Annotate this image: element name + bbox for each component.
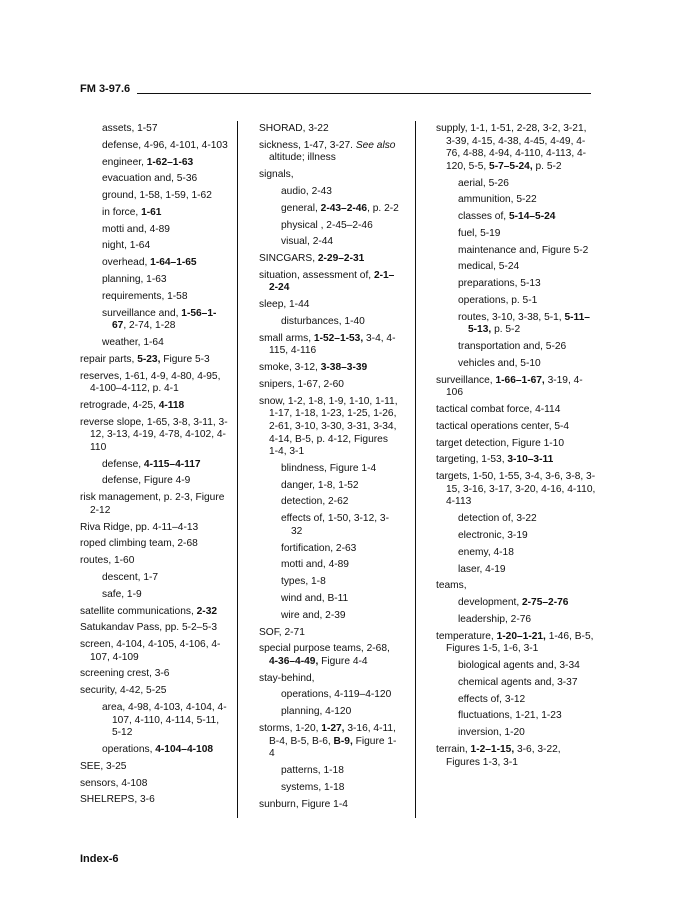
entry-text: development, — [458, 597, 522, 609]
entry-text: Figure 1-4 — [269, 735, 397, 760]
entry-text: B-9, — [333, 735, 353, 747]
entry-text: 3-38–3-39 — [320, 362, 368, 374]
index-subentry — [281, 689, 399, 702]
entry-text: 1-64–1-65 — [150, 257, 197, 269]
index-subentry — [102, 572, 230, 585]
entry-text: 5-23, — [137, 353, 161, 365]
entry-text: types, 1-8 — [281, 576, 326, 588]
entry-text: operations, p. 5-1 — [458, 295, 538, 307]
index-subentry — [281, 480, 399, 493]
entry-text: classes of, — [458, 211, 509, 223]
entry-text: audio, 2-43 — [281, 185, 332, 197]
entry-text: physical , 2-45–2-46 — [281, 219, 373, 231]
index-entry — [259, 723, 399, 761]
index-entry — [80, 794, 230, 807]
entry-text: in force, — [102, 206, 142, 218]
index-subentry — [102, 257, 230, 270]
entry-text: requirements, 1-58 — [102, 290, 188, 302]
entry-text: 1-61 — [141, 206, 162, 218]
entry-text: 2-1–2-24 — [269, 269, 395, 294]
index-subentry — [458, 295, 596, 308]
entry-text: snow, 1-2, 1-8, 1-9, 1-10, 1-11, 1-17, 1-18, 1-23, 1-25, 1-26, 2-61, 3-10, 3-30, 3-31, 3-34, 4-14, B-5, p. 4-12, Figures 1-4, 3-1 — [259, 395, 398, 458]
index-subentry — [102, 744, 230, 757]
entry-text: 4-118 — [158, 399, 185, 411]
index-subentry — [458, 513, 596, 526]
entry-text: ground, 1-58, 1-59, 1-62 — [102, 190, 212, 202]
entry-text: planning, 1-63 — [102, 274, 167, 286]
entry-text: wind and, B-11 — [281, 592, 349, 604]
running-header-title: FM 3-97.6 — [80, 83, 131, 95]
index-entry — [80, 522, 230, 535]
entry-text: preparations, 5-13 — [458, 278, 541, 290]
entry-text: defense, 4-96, 4-101, 4-103 — [102, 139, 228, 151]
index-subentry — [458, 597, 596, 610]
entry-text: systems, 1-18 — [281, 781, 345, 793]
entry-text: Figure 4-4 — [318, 655, 368, 667]
entry-text: operations, — [102, 743, 156, 755]
index-subentry — [458, 261, 596, 274]
entry-text: vehicles and, 5-10 — [458, 357, 541, 369]
entry-text: inversion, 1-20 — [458, 727, 525, 739]
index-subentry — [102, 173, 230, 186]
index-entry — [259, 362, 399, 375]
entry-text: 3-4, 4-115, 4-116 — [269, 332, 396, 357]
index-subentry — [102, 157, 230, 170]
entry-text: fluctuations, 1-21, 1-23 — [458, 710, 562, 722]
index-entry — [80, 622, 230, 635]
index-entry — [436, 744, 596, 769]
entry-text: 4-104–4-108 — [155, 743, 214, 755]
entry-text: reverse slope, 1-65, 3-8, 3-11, 3-12, 3-13, 4-19, 4-78, 4-102, 4-110 — [80, 416, 228, 453]
entry-text: assets, 1-57 — [102, 123, 158, 134]
entry-text: targets, 1-50, 1-55, 3-4, 3-6, 3-8, 3-15, 3-16, 3-17, 3-20, 4-16, 4-110, 4-113 — [436, 471, 596, 508]
entry-text: screening crest, 3-6 — [80, 668, 170, 680]
entry-text: defense, Figure 4-9 — [102, 475, 191, 487]
entry-text: leadership, 2-76 — [458, 613, 532, 625]
entry-text: blindness, Figure 1-4 — [281, 462, 377, 474]
index-subentry — [102, 475, 230, 488]
entry-text: p. 5-2 — [532, 160, 562, 172]
entry-text: 1-20–1-21, — [496, 630, 546, 642]
entry-text: stay-behind, — [259, 672, 315, 684]
index-subentry — [102, 589, 230, 602]
entry-text: surveillance and, — [102, 307, 182, 319]
index-subentry — [281, 593, 399, 606]
entry-text: transportation and, 5-26 — [458, 341, 567, 353]
column-divider-1 — [237, 121, 238, 818]
entry-text: Figure 5-3 — [160, 353, 210, 365]
entry-text: temperature, — [436, 630, 497, 642]
entry-text: 1-27, — [321, 723, 345, 734]
index-entry — [80, 492, 230, 517]
index-entry — [259, 299, 399, 312]
index-subentry — [281, 559, 399, 572]
entry-text: 2-43–2-46 — [320, 202, 368, 214]
index-entry — [80, 371, 230, 396]
entry-text: fortification, 2-63 — [281, 542, 357, 554]
entry-text: 1-66–1-67, — [495, 374, 545, 386]
entry-text: repair parts, — [80, 353, 138, 365]
index-subentry — [102, 337, 230, 350]
index-subentry — [281, 513, 399, 538]
index-subentry — [458, 710, 596, 723]
index-subentry — [458, 614, 596, 627]
index-subentry — [458, 358, 596, 371]
index-entry — [80, 538, 230, 551]
entry-text: p. 5-2 — [491, 324, 521, 336]
entry-text: electronic, 3-19 — [458, 530, 528, 541]
index-entry — [436, 454, 596, 467]
index-entry — [80, 417, 230, 455]
entry-text: 5-11–5-13, — [468, 311, 590, 336]
index-entry — [80, 555, 230, 568]
entry-text: 4-36–4-49, — [269, 655, 319, 667]
index-column-1 — [80, 123, 230, 811]
entry-text: , p. 2-2 — [367, 202, 399, 214]
entry-text: laser, 4-19 — [458, 563, 506, 575]
entry-text: supply, 1-1, 1-51, 2-28, 3-2, 3-21, 3-39, 4-15, 4-38, 4-45, 4-49, 4-76, 4-88, 4-94, 4-110, 4-113, 4-120, 5-5, — [436, 123, 587, 172]
index-entry — [436, 421, 596, 434]
entry-text: aerial, 5-26 — [458, 177, 509, 189]
index-entry — [436, 375, 596, 400]
page-number-label: Index-6 — [80, 853, 119, 865]
entry-text: descent, 1-7 — [102, 571, 159, 583]
entry-text: screen, 4-104, 4-105, 4-106, 4-107, 4-109 — [80, 639, 221, 663]
entry-text: chemical agents and, 3-37 — [458, 676, 578, 688]
entry-text: , 2-74, 1-28 — [123, 320, 176, 332]
index-entry — [259, 396, 399, 459]
entry-text: maintenance and, Figure 5-2 — [458, 244, 589, 256]
entry-text: 5-7–5-24, — [489, 160, 533, 172]
entry-text: tactical combat force, 4-114 — [436, 404, 561, 416]
entry-text: engineer, — [102, 156, 147, 168]
entry-text: 1-46, B-5, Figures 1-5, 1-6, 3-1 — [446, 630, 594, 655]
entry-text: effects of, 3-12 — [458, 693, 526, 705]
entry-text: special purpose teams, 2-68, — [259, 643, 390, 655]
index-subentry — [102, 240, 230, 253]
entry-text: medical, 5-24 — [458, 261, 520, 273]
entry-text: disturbances, 1-40 — [281, 316, 365, 327]
index-subentry — [281, 496, 399, 509]
index-entry — [436, 438, 596, 451]
index-entry — [436, 580, 596, 593]
entry-text: enemy, 4-18 — [458, 546, 514, 558]
entry-text: retrograde, 4-25, — [80, 399, 159, 411]
entry-text: Satukandav Pass, pp. 5-2–5-3 — [80, 622, 218, 634]
index-entry — [259, 270, 399, 295]
entry-text: general, — [281, 202, 321, 214]
entry-text: patterns, 1-18 — [281, 764, 344, 776]
index-subentry — [458, 547, 596, 560]
index-subentry — [281, 610, 399, 623]
entry-text: evacuation and, 5-36 — [102, 173, 198, 185]
index-subentry — [458, 211, 596, 224]
entry-text: 1-56–1-67 — [112, 307, 217, 332]
index-entry — [436, 404, 596, 417]
entry-text: visual, 2-44 — [281, 236, 334, 248]
index-subentry — [281, 220, 399, 233]
index-subentry — [458, 564, 596, 577]
index-subentry — [458, 677, 596, 690]
entry-text: 2-29–2-31 — [317, 253, 365, 265]
index-entry — [259, 627, 399, 640]
entry-text: terrain, — [436, 743, 471, 755]
entry-text: wire and, 2-39 — [281, 609, 346, 621]
entry-text: overhead, — [102, 257, 151, 269]
index-subentry — [102, 123, 230, 136]
index-entry — [259, 799, 399, 812]
entry-text: signals, — [259, 169, 294, 181]
index-subentry — [102, 459, 230, 472]
index-entry — [80, 400, 230, 413]
index-entry — [259, 140, 399, 165]
entry-text: roped climbing team, 2-68 — [80, 538, 198, 550]
index-subentry — [102, 207, 230, 220]
entry-text: 1-62–1-63 — [146, 156, 194, 168]
entry-text: surveillance, — [436, 374, 496, 386]
index-entry — [259, 333, 399, 358]
index-subentry — [458, 341, 596, 354]
index-entry — [80, 668, 230, 681]
index-subentry — [102, 274, 230, 287]
index-subentry — [458, 312, 596, 337]
index-column-3 — [436, 123, 596, 773]
entry-text: targeting, 1-53, — [436, 454, 508, 466]
entry-text: fuel, 5-19 — [458, 227, 501, 239]
index-entry — [80, 778, 230, 791]
index-entry — [80, 606, 230, 619]
entry-text: SEE, 3-25 — [80, 760, 127, 772]
entry-text: sunburn, Figure 1-4 — [259, 798, 348, 810]
index-subentry — [458, 278, 596, 291]
entry-text: motti and, 4-89 — [281, 559, 349, 571]
entry-text: snipers, 1-67, 2-60 — [259, 378, 344, 390]
index-entry — [436, 123, 596, 173]
index-subentry — [458, 194, 596, 207]
column-divider-2 — [415, 121, 416, 818]
entry-text: security, 4-42, 5-25 — [80, 685, 167, 697]
index-subentry — [281, 236, 399, 249]
index-entry — [259, 169, 399, 182]
entry-text: safe, 1-9 — [102, 588, 142, 600]
index-subentry — [102, 291, 230, 304]
index-subentry — [102, 308, 230, 333]
entry-text: ammunition, 5-22 — [458, 194, 537, 206]
entry-text: Riva Ridge, pp. 4-11–4-13 — [80, 521, 199, 533]
entry-text: 5-14–5-24 — [508, 211, 556, 223]
index-subentry — [458, 694, 596, 707]
entry-text: SOF, 2-71 — [259, 626, 305, 638]
index-subentry — [281, 782, 399, 795]
index-entry — [80, 761, 230, 774]
index-entry — [259, 673, 399, 686]
index-subentry — [281, 765, 399, 778]
entry-text: defense, — [102, 458, 144, 470]
index-entry — [80, 354, 230, 367]
entry-text: SINCGARS, — [259, 253, 318, 265]
entry-text: SHORAD, 3-22 — [259, 123, 329, 134]
index-subentry — [458, 660, 596, 673]
entry-text: motti and, 4-89 — [102, 223, 170, 235]
entry-text: reserves, 1-61, 4-9, 4-80, 4-95, 4-100–4-112, p. 4-1 — [80, 370, 221, 395]
index-subentry — [281, 203, 399, 216]
entry-text: effects of, 1-50, 3-12, 3-32 — [281, 513, 389, 537]
entry-text: area, 4-98, 4-103, 4-104, 4-107, 4-110, 4-114, 5-11, 5-12 — [102, 702, 227, 739]
index-subentry — [281, 576, 399, 589]
index-entry — [80, 685, 230, 698]
index-entry — [259, 253, 399, 266]
index-entry — [80, 639, 230, 664]
index-entry — [259, 123, 399, 136]
entry-text: smoke, 3-12, — [259, 362, 321, 374]
index-entry — [259, 379, 399, 392]
entry-text: situation, assessment of, — [259, 269, 374, 281]
entry-text: 1-2–1-15, — [470, 743, 515, 755]
index-subentry — [281, 463, 399, 476]
index-subentry — [458, 178, 596, 191]
entry-text: See also — [355, 139, 396, 151]
index-subentry — [102, 140, 230, 153]
entry-text: 4-115–4-117 — [143, 458, 201, 470]
entry-text: danger, 1-8, 1-52 — [281, 479, 359, 491]
index-subentry — [102, 224, 230, 237]
index-subentry — [281, 706, 399, 719]
index-entry — [436, 631, 596, 656]
index-subentry — [102, 702, 230, 740]
entry-text: altitude; illness — [269, 152, 336, 164]
index-entry — [436, 471, 596, 509]
entry-text: detection of, 3-22 — [458, 513, 537, 525]
entry-text: sleep, 1-44 — [259, 299, 310, 311]
entry-text: planning, 4-120 — [281, 706, 352, 718]
entry-text: SHELREPS, 3-6 — [80, 794, 155, 806]
entry-text: sickness, 1-47, 3-27. — [259, 139, 356, 151]
entry-text: sensors, 4-108 — [80, 777, 148, 789]
index-subentry — [281, 316, 399, 329]
index-entry — [259, 643, 399, 668]
index-subentry — [102, 190, 230, 203]
index-subentry — [458, 530, 596, 543]
entry-text: 3-19, 4-106 — [446, 374, 583, 399]
index-subentry — [281, 543, 399, 556]
entry-text: weather, 1-64 — [102, 336, 164, 348]
entry-text: routes, 3-10, 3-38, 5-1, — [458, 311, 565, 323]
entry-text: teams, — [436, 580, 467, 592]
entry-text: satellite communications, — [80, 605, 197, 617]
entry-text: storms, 1-20, — [259, 723, 322, 734]
entry-text: 1-52–1-53, — [313, 332, 364, 344]
entry-text: target detection, Figure 1-10 — [436, 437, 564, 449]
entry-text: biological agents and, 3-34 — [458, 660, 580, 672]
index-subentry — [281, 186, 399, 199]
entry-text: small arms, — [259, 332, 314, 344]
index-subentry — [458, 228, 596, 241]
index-subentry — [458, 245, 596, 258]
entry-text: 3-16, 4-11, B-4, B-5, B-6, — [269, 723, 396, 747]
entry-text: risk management, p. 2-3, Figure 2-12 — [80, 492, 225, 516]
index-column-2 — [259, 123, 399, 815]
header-rule — [137, 93, 591, 94]
entry-text: night, 1-64 — [102, 240, 151, 252]
entry-text: 3-6, 3-22, Figures 1-3, 3-1 — [446, 743, 561, 768]
entry-text: tactical operations center, 5-4 — [436, 420, 570, 432]
entry-text: detection, 2-62 — [281, 496, 349, 508]
entry-text: 3-10–3-11 — [507, 454, 554, 466]
entry-text: operations, 4-119–4-120 — [281, 689, 392, 701]
index-subentry — [458, 727, 596, 740]
entry-text: routes, 1-60 — [80, 555, 135, 567]
entry-text: 2-75–2-76 — [522, 597, 569, 609]
entry-text: 2-32 — [196, 605, 218, 617]
